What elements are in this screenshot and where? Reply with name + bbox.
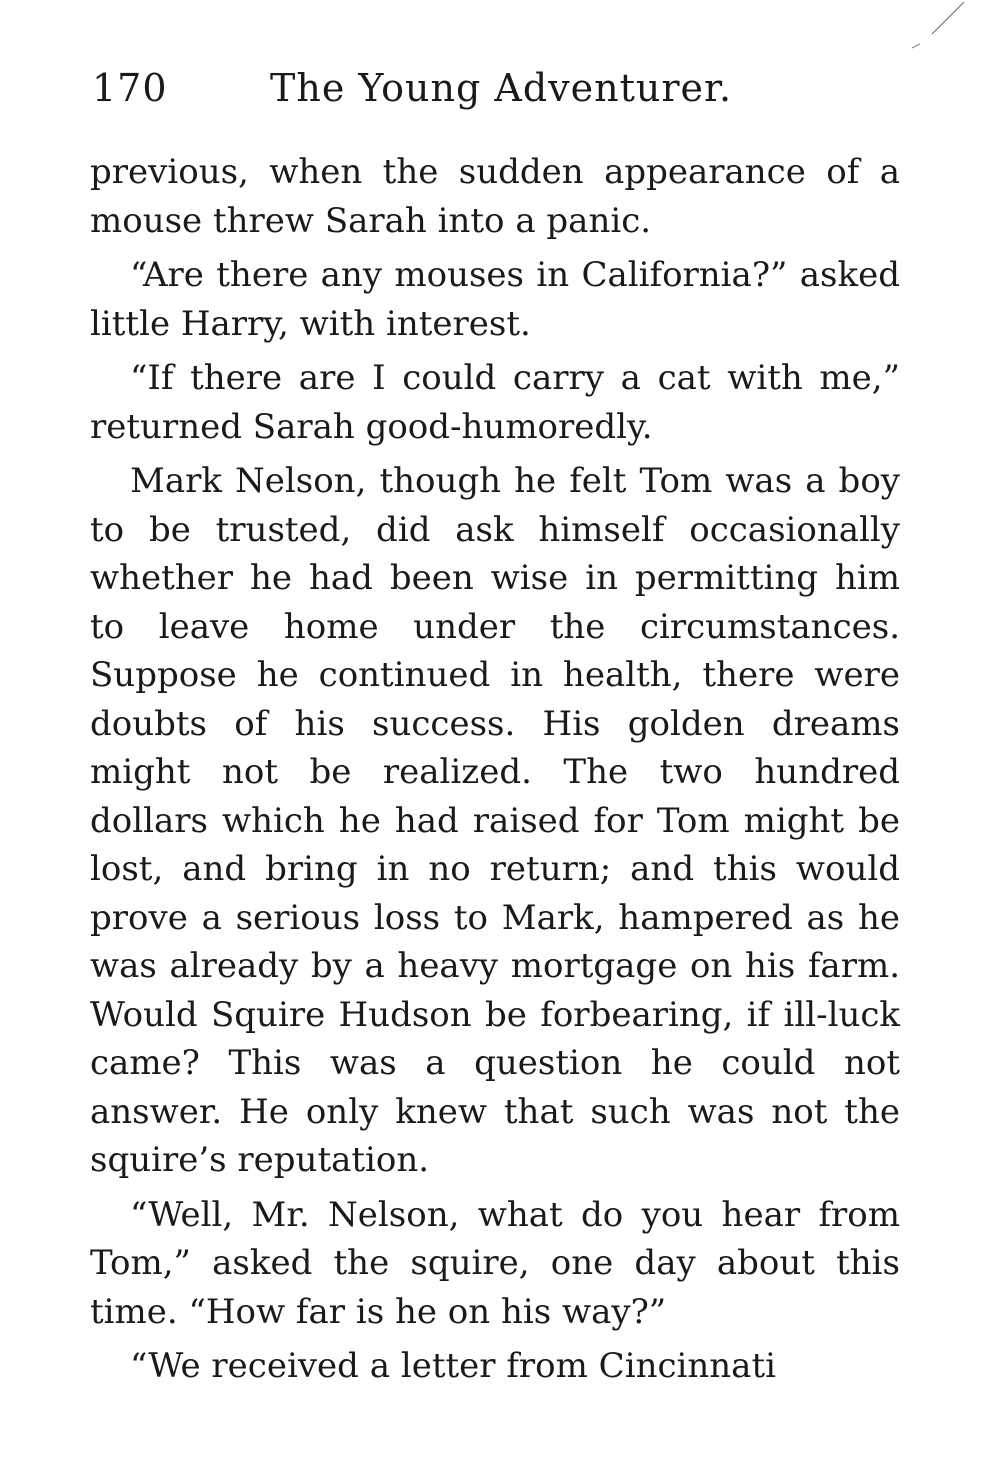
running-title: The Young Adventurer. [270,66,733,110]
paragraph: “Well, Mr. Nelson, what do you hear from Tom,” asked the squire, one day about this time. “How far is he on his way?” [90,1194,900,1332]
page-crease-mark [902,0,972,50]
page-number: 170 [92,66,168,110]
paragraph: “Are there any mouses in California?” asked little Harry, with interest. [90,255,900,344]
paragraph: “If there are I could carry a cat with me,” returned Sarah good-humoredly. [90,358,900,447]
paragraph: Mark Nelson, though he felt Tom was a boy to be trusted, did ask himself occasionally whether he had been wise in permitting him to leave home under the circumstances. Suppose he continued in health, there were doubts of his success. His golden dreams might not be realized. The two hundred dollars which he had raised for Tom might be lost, and bring in no return; and this would prove a serious loss to Mark, hampered as he was already by a heavy mortgage on his farm. Would Squire Hudson be forbearing, if ill-luck came? This was a question he could not answer. He only knew that such was not the squire’s reputation. [90,461,900,1180]
paragraph: previous, when the sudden appearance of a mouse threw Sarah into a panic. [90,152,900,241]
page-header [92,66,902,122]
body-text [90,148,900,1397]
paragraph: “We received a letter from Cincinnati [130,1346,776,1386]
